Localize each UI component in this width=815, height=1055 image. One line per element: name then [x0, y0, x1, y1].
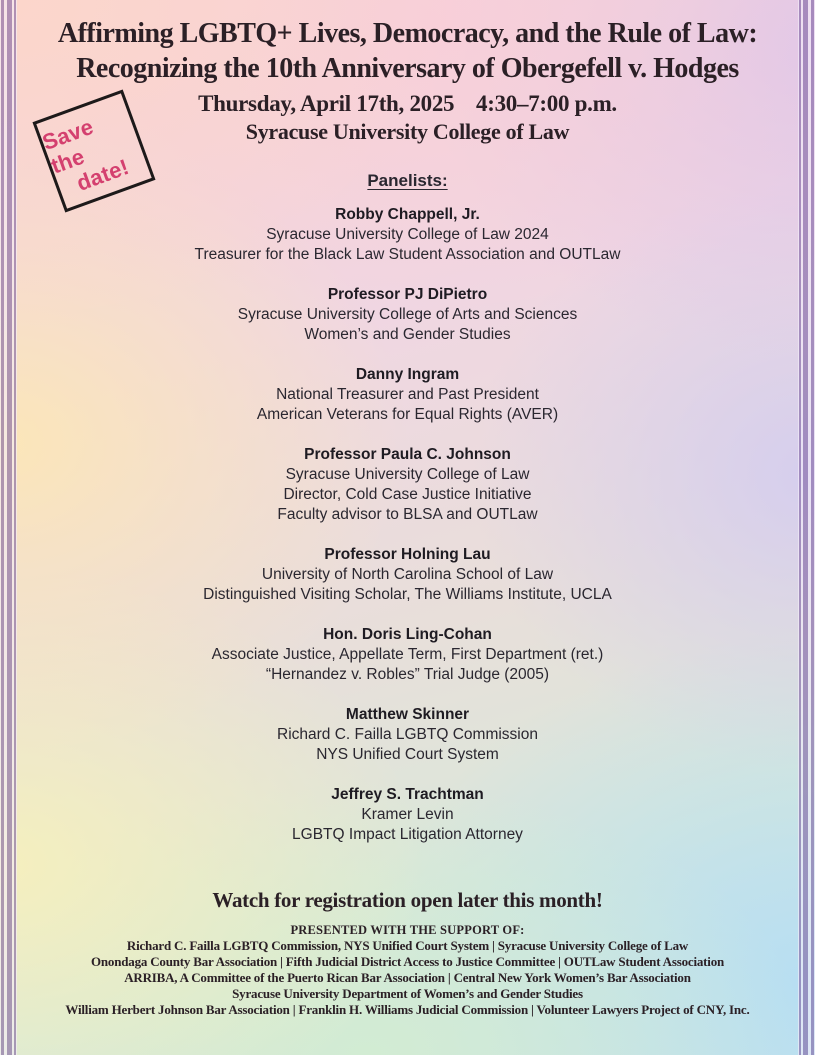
event-title — [34, 16, 781, 86]
panelist-name: Professor PJ DiPietro — [327, 286, 488, 303]
panelist-detail: Richard C. Failla LGBTQ Commission — [277, 726, 538, 743]
panelist-name: Jeffrey S. Trachtman — [331, 786, 484, 803]
panelist-detail: LGBTQ Impact Litigation Attorney — [292, 826, 523, 843]
support-heading: PRESENTED WITH THE SUPPORT OF: — [290, 923, 525, 937]
support-line: Richard C. Failla LGBTQ Commission, NYS Unified Court System | Syracuse University College of Law — [126, 938, 689, 953]
panelist-detail: Women’s and Gender Studies — [304, 326, 511, 343]
panelist-detail: Syracuse University College of Arts and Sciences — [237, 306, 578, 323]
panelist-name: Hon. Doris Ling-Cohan — [323, 626, 492, 643]
panelist-detail: Kramer Levin — [361, 806, 454, 823]
panelist-detail: “Hernandez v. Robles” Trial Judge (2005) — [265, 666, 550, 683]
support-line: Syracuse University Department of Women’s and Gender Studies — [232, 986, 583, 1001]
panelist-detail: Faculty advisor to BLSA and OUTLaw — [277, 506, 538, 523]
right-border-stripes — [797, 0, 815, 1055]
badge-text-line2: date! — [73, 153, 132, 196]
panelist-detail: Syracuse University College of Law 2024 — [266, 226, 549, 243]
panelist-block — [0, 705, 815, 765]
panelist-detail: American Veterans for Equal Rights (AVER) — [256, 406, 559, 423]
panelist-block — [0, 365, 815, 425]
panelists-heading: Panelists: — [367, 171, 448, 190]
panelist-detail: National Treasurer and Past President — [276, 386, 539, 403]
panelist-detail: NYS Unified Court System — [316, 746, 499, 763]
panelist-name: Matthew Skinner — [345, 706, 470, 723]
panelist-block — [0, 205, 815, 265]
panelist-block — [0, 445, 815, 525]
panelist-name: Professor Paula C. Johnson — [304, 446, 511, 463]
badge-text-line1: Save the — [38, 113, 97, 179]
registration-note: Watch for registration open later this month! — [212, 888, 603, 912]
event-title-line1: Affirming LGBTQ+ Lives, Democracy, and the Rule of Law: — [57, 18, 758, 49]
panelist-detail: Syracuse University College of Law — [285, 466, 530, 483]
panelist-block — [0, 785, 815, 845]
event-datetime: Thursday, April 17th, 2025 4:30–7:00 p.m. — [198, 91, 617, 116]
panelist-detail: Distinguished Visiting Scholar, The Williams Institute, UCLA — [203, 586, 612, 603]
panelist-name: Robby Chappell, Jr. — [335, 206, 480, 223]
panelist-detail: Director, Cold Case Justice Initiative — [283, 486, 532, 503]
panelist-detail: Treasurer for the Black Law Student Association and OUTLaw — [194, 246, 621, 263]
panelist-block — [0, 625, 815, 685]
panelists-list — [0, 205, 815, 845]
panelist-detail: University of North Carolina School of Law — [261, 566, 554, 583]
event-title-line2: Recognizing the 10th Anniversary of Obergefell v. Hodges — [76, 53, 739, 84]
panelist-name: Danny Ingram — [355, 366, 460, 383]
event-location: Syracuse University College of Law — [245, 119, 570, 144]
support-list — [0, 938, 815, 1018]
panelist-name: Professor Holning Lau — [324, 546, 491, 563]
panelist-block — [0, 545, 815, 605]
support-line: ARRIBA, A Committee of the Puerto Rican Bar Association | Central New York Women’s Bar Association — [124, 970, 691, 985]
support-line: William Herbert Johnson Bar Association | Franklin H. Williams Judicial Commission | Volunteer Lawyers Project of CNY, Inc. — [65, 1002, 750, 1017]
support-line: Onondaga County Bar Association | Fifth Judicial District Access to Justice Committee | OUTLaw Student Association — [90, 954, 725, 969]
panelist-detail: Associate Justice, Appellate Term, First Department (ret.) — [211, 646, 604, 663]
panelist-block — [0, 285, 815, 345]
support-section — [0, 923, 815, 1018]
left-border-stripes — [0, 0, 18, 1055]
